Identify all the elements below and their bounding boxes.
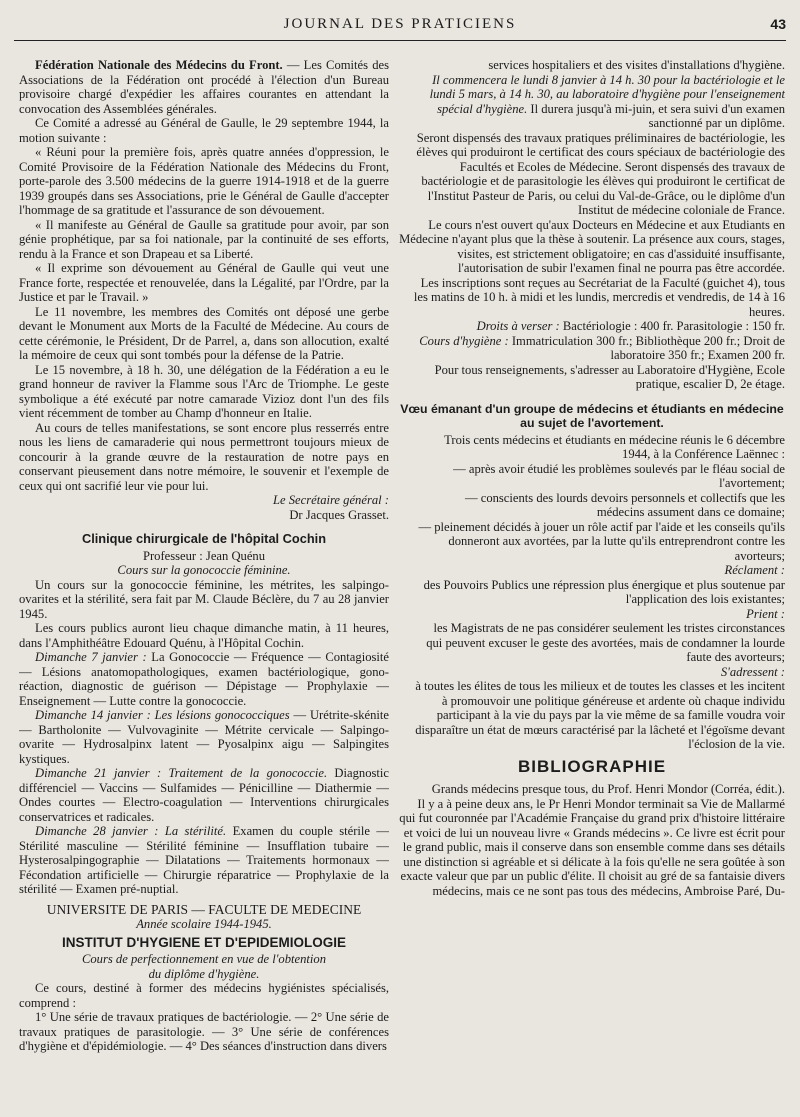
left-column xyxy=(19,58,389,1108)
bibliography-title: BIBLIOGRAPHIE xyxy=(517,756,667,776)
paragraph: Cours d'hygiène : Immatriculation 300 fr.; Bibliothèque 200 fr.; Droit de laboratoire 350 fr.; Examen 200 fr. xyxy=(419,333,785,362)
paragraph: Trois cents médecins et étudiants en médecine réunis le 6 décembre 1944, à la Conférence Laënnec : xyxy=(444,432,785,461)
paragraph: Pour tous renseignements, s'adresser au Laboratoire d'Hygiène, Ecole pratique, escalier D, 2e étage. xyxy=(434,362,785,391)
sadressent-label: S'adressent : xyxy=(720,664,785,679)
paragraph: Les inscriptions sont reçues au Secrétariat de la Faculté (guichet 4), tous les matins de 10 h. à midi et les lundis, mercredis et vendredis, de 14 à 16 heures. xyxy=(413,275,785,319)
paragraph: Seront dispensés des travaux pratiques préliminaires de bactériologie, les élèves qui produiront le certificat des cours spéciaux de bactériologie des Facultés et Ecoles de Médecine. Seront dispensés des travaux de bactériologie et de parasitologie les élèves qui produiront le certificat de l'Institut Pasteur de Paris, ou celui du Val-de-Grâce, ou le diplôme d'un Institut de médecine coloniale de France. xyxy=(416,130,785,217)
institut-subtitle: du diplôme d'hygiène. xyxy=(148,966,260,981)
institut-title: INSTITUT D'HYGIENE ET D'EPIDEMIOLOGIE xyxy=(62,934,346,950)
program-item: Dimanche 7 janvier : La Gonococcie — Fréquence — Contagiosité — Lésions anatomopathologiques, examen bactériologique, gono-réaction, diagnostic de guérison — Dépistage — Prophylaxie — Enseignement — Lutte contre la gonococcie. xyxy=(19,650,389,708)
signature-role: Le Secrétaire général : xyxy=(273,493,389,507)
paragraph: 1° Une série de travaux pratiques de bactériologie. — 2° Une série de travaux pratiques de parasitologie. — 3° Une série de conférences d'hygiène et d'épidémiologie. — 4° Des séances d'instruction dans divers xyxy=(19,1010,389,1053)
signature-name: Dr Jacques Grasset. xyxy=(289,507,389,522)
reclament-text: des Pouvoirs Publics une répression plus énergique et plus soutenue par l'application des lois existantes; xyxy=(423,577,785,606)
voeu-title: Vœu émanant d'un groupe de médecins et étudiants en médecine au sujet de l'avortement. xyxy=(400,401,784,430)
institut-subtitle: Cours de perfectionnement en vue de l'obtention xyxy=(81,952,326,966)
reclament-label: Réclament : xyxy=(724,563,785,577)
right-column xyxy=(399,58,785,1108)
academic-year: Année scolaire 1944-1945. xyxy=(136,917,272,931)
paragraph: Il commencera le lundi 8 janvier à 14 h. 30 pour la bactériologie et le lundi 5 mars, à 14 h. 30, au laboratoire d'hygiène pour l'enseignement spécial d'hygiène. Il durera jusqu'à mi-juin, et sera suivi d'un examen sanctionné par un diplôme. xyxy=(429,72,785,130)
paragraph: Les cours publics auront lieu chaque dimanche matin, à 11 heures, dans l'Amphithéâtre Edouard Quénu, à l'Hôpital Cochin. xyxy=(19,621,389,650)
university-title: UNIVERSITE DE PARIS — FACULTE DE MEDECINE xyxy=(46,901,362,917)
program-item: Dimanche 28 janvier : La stérilité. Examen du couple stérile — Stérilité masculine — Stérilité féminine — Insufflation tubaire — Hysterosalpingographie — Dilatations — Traitements hormonaux — Fécondation artificielle — Chirurgie réparatrice — Prophylaxie de la stérilité — Examen pré-nuptial. xyxy=(19,824,389,896)
federation-paragraph: Fédération Nationale des Médecins du Front. — Les Comités des Associations de la Fédération ont procédé à l'élection d'un Bureau provisoire chargé d'expédier les affaires courantes en attendant la convocation des Assemblées générales. xyxy=(19,58,389,116)
prient-label: Prient : xyxy=(746,606,785,621)
paragraph: « Il manifeste au Général de Gaulle sa gratitude pour avoir, par son génie prophétique, par sa foi nationale, par la continuité de ses efforts, rendu à la France et son Drapeau et sa Liberté. xyxy=(19,217,389,261)
paragraph: services hospitaliers et des visites d'installations d'hygiène. xyxy=(488,58,785,72)
prient-text: les Magistrats de ne pas considérer seulement les tristes circonstances qui peuvent excuser le geste des avortées, mais de condamner la lourde faute des avorteurs; xyxy=(426,621,785,664)
paragraph: Ce cours, destiné à former des médecins hygiénistes spécialisés, comprend : xyxy=(19,981,389,1010)
paragraph: Le 11 novembre, les membres des Comités ont déposé une gerbe devant le Monument aux Morts de la Faculté de Médecine. Au cours de cette cérémonie, le Président, Dr de Parrel, a, dans son allocution, exalté la mémoire de ceux qui sont tombés pour la défense de la Patrie. xyxy=(19,304,389,362)
paragraph: Le 15 novembre, à 18 h. 30, une délégation de la Fédération a eu le grand honneur de raviver la Flamme sous l'Arc de Triomphe. Le geste symbolique a été exécuté par notre camarade Vizioz dont l'un des fils vient récemment de tomber au Champ d'honneur en Italie. xyxy=(19,362,389,420)
paragraph: Droits à verser : Bactériologie : 400 fr. Parasitologie : 150 fr. xyxy=(476,319,785,333)
paragraph: « Réuni pour la première fois, après quatre années d'oppression, le Comité Provisoire de la Fédération Nationale des Médecins du Front, porte-parole des 3.500 médecins de la guerre 1914-1918 et de la guerre 1939 groupés dans ses Associations, prie le Général de Gaulle d'accepter l'hommage de sa gratitude et l'assurance de son dévouement. xyxy=(19,145,389,217)
paragraph: Au cours de telles manifestations, se sont encore plus resserrés entre nous les liens de camaraderie qui nous permettront toujours mieux de concourir à la grande œuvre de la restauration de notre pays en conservant pieusement dans notre mémoire, le souvenir et l'exemple de ceux qui ont sacrifié leur vie pour lui. xyxy=(19,420,389,493)
paragraph: Le cours n'est ouvert qu'aux Docteurs en Médecine et aux Etudiants en Médecine n'ayant plus que la thèse à soutenir. La présence aux cours, stages, visites, est strictement obligatoire; en cas d'assiduité insuffisante, l'autorisation de subir l'examen final ne pourra pas être accordée. xyxy=(399,217,785,275)
clinique-title: Clinique chirurgicale de l'hôpital Cochin xyxy=(81,531,327,546)
clinique-course: Cours sur la gonococcie féminine. xyxy=(117,563,291,577)
paragraph: Un cours sur la gonococcie féminine, les métrites, les salpingo-ovarites et la stérilité, sera fait par M. Claude Béclère, du 7 au 28 janvier 1945. xyxy=(19,577,389,621)
page-number: 43 xyxy=(770,16,786,32)
paragraph: Ce Comité a adressé au Général de Gaulle, le 29 septembre 1944, la motion suivante : xyxy=(19,116,389,145)
paragraph: Il y a à peine deux ans, le Pr Henri Mondor terminait sa Vie de Mallarmé qui fut couronnée par l'Académie Française du grand prix d'histoire littéraire et voici de lui un nouveau livre « Grands médecins ». Ce livre est écrit pour le grand public, mais il conserve dans son ensemble comme dans ses détails une distinction si agréable et si délicate à la fois qu'elle ne sera goûtée à son exacte valeur que par un public d'élite. Il choisit au gré de sa fantaisie divers médecins, mais ce ne sont pas tous des médecins, Ambroise Paré, Du- xyxy=(399,796,785,898)
program-item: Dimanche 21 janvier : Traitement de la gonococcie. Diagnostic différenciel — Vaccins — Sulfamides — Pénicilline — Diathermie — Ondes courtes — Electro-coagulation — Interventions chirurgicales conservatrices et radicales. xyxy=(19,766,389,824)
bullet-item: — conscients des lourds devoirs personnels et collectifs que les médecins assument dans ce domaine; xyxy=(464,490,785,519)
bullet-item: — après avoir étudié les problèmes soulevés par le fléau social de l'avortement; xyxy=(453,461,785,490)
page-header xyxy=(14,14,786,41)
program-item: Dimanche 14 janvier : Les lésions gonococciques — Urétrite-skénite — Bartholonite — Vulvovaginite — Métrite cervicale — Salpingo-ovarite — Hydrosalpinx latent — Pyosalpinx aigu — Salpingites kystiques. xyxy=(19,708,389,766)
clinique-professor: Professeur : Jean Quénu xyxy=(142,548,266,563)
sadressent-text: à toutes les élites de tous les milieux et de toutes les classes et les incitent à promouvoir une politique généreuse et ardente où chaque individu participant à la vie du pays par la vie même de sa famille voudra voir disparaître un état de mœurs caractérisé par la lâcheté et l'égoïsme devant l'éclosion de la vie. xyxy=(415,679,785,751)
journal-title: JOURNAL DES PRATICIENS xyxy=(283,16,517,32)
federation-title: Fédération Nationale des Médecins du Front. xyxy=(35,58,283,72)
paragraph: Grands médecins presque tous, du Prof. Henri Mondor (Corréa, édit.). xyxy=(431,782,785,796)
bullet-item: — pleinement décidés à jouer un rôle actif par l'aide et les conseils qu'ils donneront aux avortées, par la lutte qu'ils entreprendront contre les avorteurs; xyxy=(418,519,785,563)
paragraph: « Il exprime son dévouement au Général de Gaulle qui veut une France forte, respectée et renouvelée, dans la Légalité, par l'Ordre, par la Justice et par le Travail. » xyxy=(19,261,389,304)
